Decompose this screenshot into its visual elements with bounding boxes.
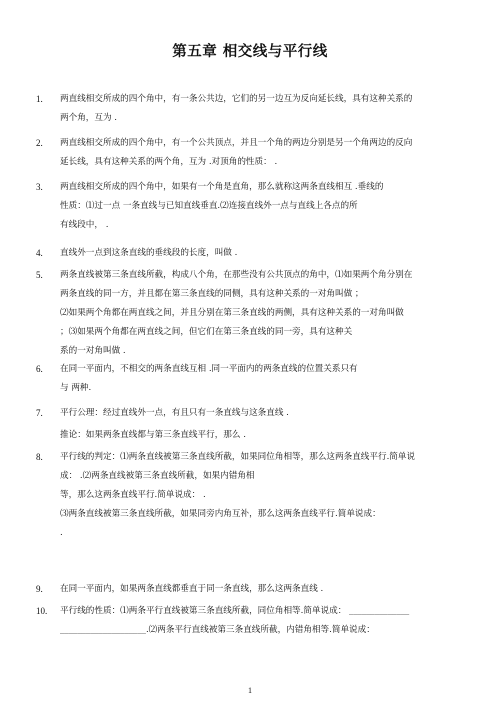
item-text-line: ____________________.⑵两条平行直线被第三条直线所截，内错角相等.简单说成： <box>60 625 375 635</box>
list-item <box>36 178 470 235</box>
item-number: 2. <box>36 138 43 148</box>
item-text-line: 在同一平面内，如果两条直线都垂直于同一条直线，那么这两条直线 . <box>60 584 324 594</box>
item-text-line: 性质：⑴过一点 一条直线与已知直线垂直.⑵连接直线外一点与直线上各点的所 <box>60 201 358 211</box>
item-text-line: 有线段中， . <box>60 220 109 230</box>
item-text-line: ⑶两条直线被第三条直线所截，如果同旁内角互补，那么这两条直线平行.简单说成： <box>60 509 381 519</box>
item-text-line: 在同一平面内，不相交的两条直线互相 .同一平面内的两条直线的位置关系只有 <box>60 364 358 374</box>
item-text-line: 平行线的判定：⑴两条直线被第三条直线所截，如果同位角相等，那么这两条直线平行.简单说 <box>60 452 416 462</box>
item-text-line: 两直线相交所成的四个角中，如果有一个角是直角，那么就称这两条直线相互 .垂线的 <box>60 182 384 192</box>
list-item <box>36 244 470 263</box>
list-item <box>36 134 470 172</box>
item-text-line: 两直线相交所成的四个角中，有一条公共边，它们的另一边互为反向延长线，具有这种关系的 <box>60 94 413 104</box>
item-text-line: 延长线，具有这种关系的两个角，互为 .对顶角的性质： . <box>60 157 278 167</box>
item-text-line: 两条直线的同一方，并且都在第三条直线的同侧，具有这种关系的一对角叫做 ； <box>60 289 364 299</box>
list-item <box>36 426 470 445</box>
item-text-line: 两条直线被第三条直线所截，构成八个角，在那些没有公共顶点的角中，⑴如果两个角分别在 <box>60 270 413 280</box>
item-text-line: . <box>60 528 63 538</box>
item-text-line: 系的一对角叫做 . <box>60 346 126 356</box>
item-number: 5. <box>36 270 43 280</box>
item-text-line: 两个角，互为 . <box>60 113 118 123</box>
list-item <box>36 580 470 599</box>
item-text-line: 等，那么这两条直线平行.简单说成： . <box>60 490 206 500</box>
item-number: 8. <box>36 452 43 462</box>
list-item <box>36 266 470 361</box>
item-number: 6. <box>36 364 43 374</box>
item-text-line: 直线外一点到这条直线的垂线段的长度，叫做 . <box>60 248 238 258</box>
item-text-line: 与 两种. <box>60 383 92 393</box>
item-text-line: 成： .⑵两条直线被第三条直线所截，如果内错角相 <box>60 471 255 481</box>
list-item <box>36 360 470 398</box>
page-number: 1 <box>248 686 252 695</box>
item-number: 4. <box>36 248 43 258</box>
page-title: 第五章 相交线与平行线 <box>172 44 328 60</box>
item-text-line: 推论：如果两条直线都与第三条直线平行，那么 . <box>60 430 246 440</box>
item-text-line: 两直线相交所成的四个角中，有一个公共顶点，并且一个角的两边分别是另一个角两边的反向 <box>60 138 413 148</box>
item-text-line: ⑵如果两个角都在两直线之间，并且分别在第三条直线的两侧，具有这种关系的一对角叫做 <box>60 308 404 318</box>
list-item <box>36 448 470 543</box>
list-item <box>36 404 470 423</box>
item-number: 1. <box>36 94 43 104</box>
list-item <box>36 602 470 640</box>
list-item <box>36 90 470 128</box>
item-text-line: ；⑶如果两个角都在两直线之间，但它们在第三条直线的同一旁，具有这种关 <box>60 327 353 337</box>
item-number: 3. <box>36 182 43 192</box>
item-text-line: 平行公理：经过直线外一点，有且只有一条直线与这条直线 . <box>60 408 289 418</box>
item-number: 7. <box>36 408 43 418</box>
item-text-line: 平行线的性质：⑴两条平行直线被第三条直线所截，同位角相等.简单说成： ______________ <box>60 606 410 616</box>
item-number: 10. <box>36 606 48 616</box>
item-number: 9. <box>36 584 43 594</box>
